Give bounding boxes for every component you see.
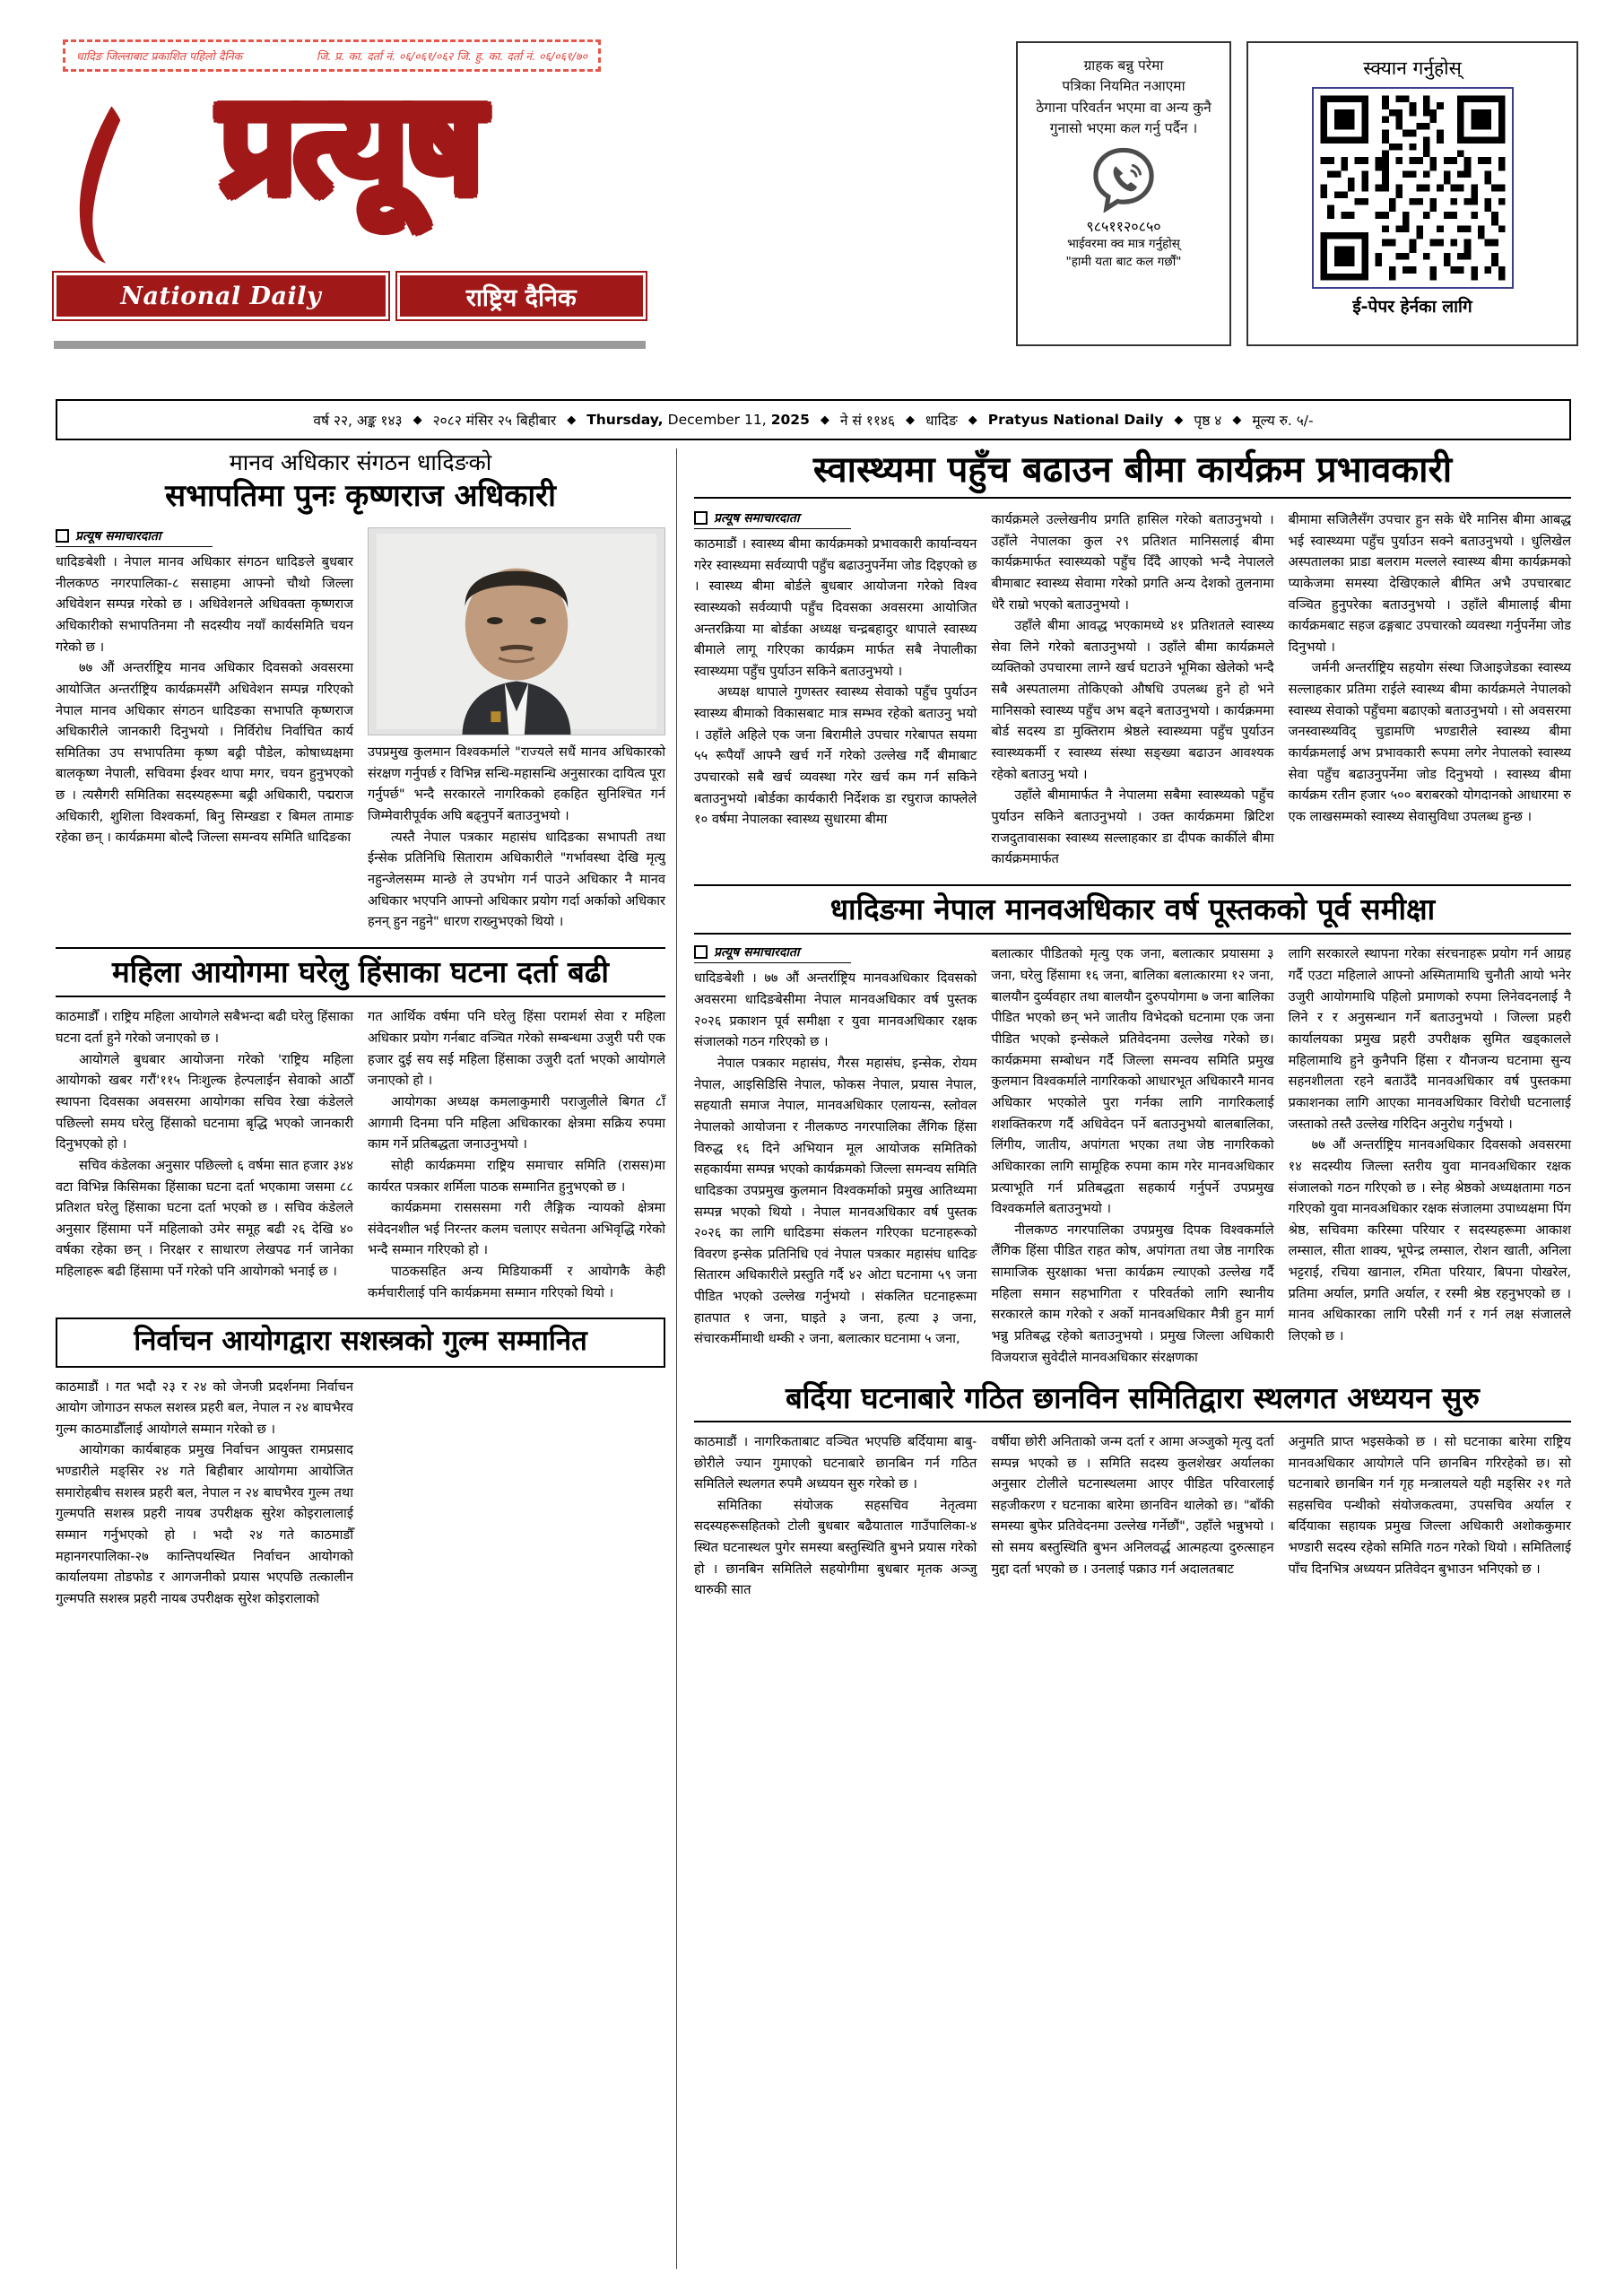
column-divider	[676, 448, 677, 2269]
diamond-sep-icon: ◆	[1232, 413, 1242, 427]
article5-col3: लागि सरकारले स्थापना गरेका संरचनाहरू प्रयोग गर्न आग्रह गर्दै एउटा महिलाले आफ्नो अस्मितामाथि चुनौती आयो भनेर उजुरी आयोगमाथि पहिलो प्रमाणको रुपमा लिनेवदनलाई नै लिने र र अनुसन्धान गर्ने बताउनुभयो । जिल्ला प्रहरी कार्यालयका प्रमुख प्रहरी उपरीक्षक सुमित खड्कालले महिलामाथि हुने कुनैपनि हिंसा र यौनजन्य घटनामा सुन्य सहनशीलता रहने बताउँदै मानवअधिकार वर्ष पुस्तकमा प्रकाशनका लागि आएका मानवअधिकार विरोधी घटनालाई जस्ताको तस्तै उल्लेख गरिदिन अनुरोध गर्नुभयो । ७७ औं अन्तर्राष्ट्रिय मानवअधिकार दिवसको अवसरमा १४ सदस्यीय जिल्ला स्तरीय युवा मानवअधिकार रक्षक संजालको गठन गरिएको छ । स्नेह श्रेष्ठको अध्यक्षतामा गठन गरिएको युवा मानवअधिकार रक्षक संजालमा उपाध्यक्षमा पिंग श्रेष्ठ, सचिवमा करिस्मा परियार र सदस्यहरूमा आकाश लम्साल, सीता शाक्य, भूपेन्द्र लम्साल, रोशन खाती, अनिला भट्टराई, रचिया खानाल, रमिता परियार, बिपना पोखरेल, प्रतिमा अर्याल, प्रगति अर्याल, र रस्मी श्रेष्ठ रहनुभएको छ । मानव अधिकारका लागि परैसी गर्न र गर्न लक्ष संजालले लिएको छ ।	[1288, 946, 1571, 1344]
qr-title: स्क्यान गर्नुहोस्	[1363, 57, 1462, 79]
english-date: December 11,	[667, 412, 767, 428]
article5-byline-text: प्रत्यूष समाचारदाता	[714, 945, 800, 961]
content-area	[56, 448, 1571, 2269]
article4-byline	[694, 509, 851, 529]
diamond-sep-icon: ◆	[820, 413, 829, 427]
viber-line-4: गुनासो भएमा कल गर्नु पर्दैन ।	[1049, 119, 1198, 136]
article4-col1: काठमाडौं । स्वास्थ्य बीमा कार्यक्रमको प्रभावकारी कार्यान्वयन गरेर स्वास्थ्यमा सर्वव्यापी पहुँच बढाउनुपर्नेमा जोड दिइएको छ । स्वास्थ्य बीमा बोर्डले बुधबार आयोजना गरेको विश्व स्वास्थ्यको सर्वव्यापी पहुँच दिवसका अवसरमा आयोजित अन्तरक्रिया मा बोर्डका अध्यक्ष चन्द्रबहादुर थापाले स्वास्थ्य बीमाले लागू गरिएका कार्यक्रम मार्फत सबै नेपालीका स्वास्थ्यमा पहुँच पुर्याउन सकिने बताउनुभयो । अध्यक्ष थापाले गुणस्तर स्वास्थ्य सेवाको पहुँच पुर्याउन स्वास्थ्य बीमाको विकासबाट मात्र सम्भव रहेको बताउनु भयो । उहाँले अहिले एक जना बिरामीले उपचार गरेबापत सयमा ५५ रूपैयाँ आफ्नै खर्च गर्ने गरेको उल्लेख गर्दै बीमाबाट उपचारको सबै खर्च व्यवस्था गरेर खर्च कम गर्न सकिने बताउनुभयो ।बोर्डका कार्यकारी निर्देशक डा रघुराज काफ्लेले १० वर्षमा नेपालका स्वास्थ्य सुधारमा बीमा	[694, 536, 977, 828]
article6-headline: बर्दिया घटनाबारे गठित छानविन समितिद्वारा स्थलगत अध्ययन सुरु	[694, 1380, 1571, 1422]
price: मूल्य रु. ५/-	[1252, 413, 1314, 429]
article4-headline: स्वास्थ्यमा पहुँच बढाउन बीमा कार्यक्रम प्रभावकारी	[694, 448, 1571, 499]
epaper-qr-box	[1246, 41, 1578, 346]
qr-caption: ई-पेपर हेर्नका लागि	[1352, 297, 1472, 317]
article3-col2	[368, 1377, 665, 1610]
volume-issue: वर्ष २२, अङ्क १४३	[313, 413, 403, 429]
masthead-nepali-tag: राष्ट्रिय दैनिक	[465, 283, 577, 312]
article4-col2: कार्यक्रमले उल्लेखनीय प्रगति हासिल गरेको बताउनुभयो । उहाँले नेपालका कुल २९ प्रतिशत मानिसलाई बीमा कार्यक्रमार्फत स्वास्थ्यको पहुँच दिँदै आएको भन्दै नेपालले बीमाबाट स्वास्थ्य सेवामा गरेको प्रगति अन्य देशको तुलनामा धेरै राम्रो भएको बताउनुभयो । उहाँले बीमा आवद्ध भएकामध्ये ४१ प्रतिशतले स्वास्थ्य सेवा लिने गरेको बताउनुभयो । उहाँले बीमा कार्यक्रमले व्यक्तिको उपचारमा लाग्ने खर्च घटाउने भूमिका खेलेको भन्दै सबै अस्पतालमा तोकिएको औषधि उपलब्ध हुने हो भने मानिसको स्वास्थ्य पहुँच अभ बढ्ने बताउनुभयो । कार्यक्रममा बोर्ड सदस्य डा मुक्तिराम श्रेष्ठले स्वास्थ्यमा पहुँच पुर्याउन स्वास्थ्यकर्मी र स्वास्थ्य संस्था सङ्ख्या बढाउन आवश्यक रहेको बताउनु भयो । उहाँले बीमामार्फत नै नेपालमा सबैमा स्वास्थ्यको पहुँच पुर्याउन सकिने बताउनुभयो । उक्त कार्यक्रममा ब्रिटिश राजदुतावासका स्वास्थ्य सल्लाहकार डा दीपक कार्कीले बीमा कार्यक्रममार्फत	[991, 512, 1274, 867]
article4-col3: बीमामा सजिलैसँग उपचार हुन सके धेरै मानिस बीमा आबद्ध भई स्वास्थ्यमा पहुँच पुर्याउन सक्ने बताउनुभयो । धुलिखेल अस्पतालका प्राडा बलराम मल्लले स्वास्थ्य बीमा कार्यक्रमको प्याकेजमा समस्या देखिएकाले बीमित अभै उपचारबाट वञ्चित हुनुपरेका बताउनुभयो । उहाँले बीमालाई बीमा कार्यक्रमबाट सहज ढङ्गबाट उपचारको व्यवस्था गर्नुपर्नेमा जोड दिनुभयो । जर्मनी अन्तर्राष्ट्रिय सहयोग संस्था जिआइजेडका स्वास्थ्य सल्लाहकार प्रतिमा राईले स्वास्थ्य बीमा कार्यक्रमले नेपालको स्वास्थ्य सेवाको पहुँचमा बढाएको बताउनुभयो । सो अवसरमा जनस्वास्थ्यविद् चुडामणि भण्डारीले स्वास्थ्य बीमा कार्यक्रमलाई अभ प्रभावकारी रूपमा लगेर नेपालको स्वास्थ्य सेवा पहुँच बढाउनुपर्नेमा जोड दिनुभयो । स्वास्थ्य बीमा कार्यक्रम रतीन हजार ५०० बराबरको योगदानको आधारमा रु एक लाखसम्मको स्वास्थ्य सेवासुविधा उपलब्ध हुन्छ ।	[1288, 512, 1571, 824]
article1-byline-text: प्रत्यूष समाचारदाता	[75, 529, 161, 544]
viber-phone-number: ९८५११२०८५०	[1086, 218, 1161, 235]
article5-col1: धादिङबेशी । ७७ औं अन्तर्राष्ट्रिय मानवअधिकार दिवसको अवसरमा धादिङबेसीमा नेपाल मानवअधिकार वर्ष पुस्तक २०२६ प्रकाशन पूर्व समीक्षा र युवा मानवअधिकार रक्षक संजालको गठन गरिएको छ । नेपाल पत्रकार महासंघ, गैरस महासंघ, इन्सेक, रोयम नेपाल, आइसिडिसि नेपाल, फोकस नेपाल, प्रयास नेपाल, सहयाती समाज नेपाल, मानवअधिकार एलायन्स, स्लोवल नेपालको आयोजना र नीलकण्ठ नगरपालिका लैंगिक हिंसा विरुद्ध १६ दिने अभियान मूल आयोजक समितिको सहकार्यमा सम्पन्न भएको कार्यक्रमको जिल्ला समन्वय समिति धादिङका उपप्रमुख कुलमान विश्वकर्माको प्रमुख आतिथ्यमा सम्पन्न भएको थियो । नेपाल मानवअधिकार वर्ष पुस्तक २०२६ का लागि धादिङमा संकलन गरिएका घटनाहरूको विवरण इन्सेक प्रतिनिधि एवं नेपाल पत्रकार महासंघ धादिङ सितारम अधिकारीले प्रस्तुति गर्दै ४२ ओटा घटनामा ५९ जना पीडित भएको उल्लेख गर्नुभयो । संकलित घटनाहरूमा हातपात १ जना, घाइते ३ जना, हत्या ३ जना, संचारकर्मीमाथी धम्की २ जना, बलात्कार घटनामा ५ जना,	[694, 970, 977, 1347]
english-year: 2025	[770, 412, 810, 428]
viber-line-3: ठेगाना परिवर्तन भएमा वा अन्य कुनै	[1036, 99, 1211, 116]
viber-note-1: भाईवरमा क्व मात्र गर्नुहोस्	[1067, 237, 1180, 251]
article-hr-yearbook-review	[694, 884, 1571, 1368]
article1-col1: धादिङबेशी । नेपाल मानव अधिकार संगठन धादिङले बुधबार नीलकण्ठ नगरपालिका-८ ससाहमा आफ्नो चौथो जिल्ला अधिवेशन सम्पन्न गरेको छ । अधिवेशनले अधिवक्ता कृष्णराज अधिकारीको सभापतिनमा नौ सदस्यीय नयाँ कार्यसमिति चयन गरेको छ । ७७ औं अन्तर्राष्ट्रिय मानव अधिकार दिवसको अवसरमा आयोजित अन्तर्राष्ट्रिय कार्यक्रमसँगै अधिवेशन सम्पन्न गरिएको नेपाल मानव अधिकार संगठन धादिङका सभापति कृष्णराज अधिकारीले जानकारी दिनुभयो । निर्विरोध निर्वाचित कार्य समितिका उप सभापतिमा कृष्ण बढ्री पौडेल, कोषाध्यक्षमा बालकृष्ण नेपाली, सचिवमा ईश्वर थापा मगर, चयन हुनुभएको छ । त्यसैगरी समितिका सदस्यहरूमा बढ्री अधिकारी, पद्मराज अधिकारी, शुशिला विश्वकर्मा, बिनु सिम्खडा र बिमल तामाङ रहेका छन् । कार्यक्रममा बोल्दै जिल्ला समन्वय समिति धादिङका	[56, 554, 353, 846]
diamond-sep-icon: ◆	[968, 413, 977, 427]
viber-note-2: "हामी यता बाट कल गर्छौं"	[1065, 254, 1182, 269]
diamond-sep-icon: ◆	[906, 413, 916, 427]
article1-photo	[368, 527, 665, 735]
masthead-grey-rule	[54, 341, 646, 349]
paper-name-english: Pratyus National Daily	[987, 412, 1164, 428]
right-section	[694, 448, 1571, 1601]
byline-square-icon	[694, 945, 708, 959]
article1-headline: सभापतिमा पुनः कृष्णराज अधिकारी	[165, 478, 556, 515]
diamond-sep-icon: ◆	[413, 413, 422, 427]
diamond-sep-icon: ◆	[567, 413, 577, 427]
masthead	[54, 65, 646, 337]
reg-right-text: जि. प्र. का. दर्ता नं. ०६/०६१/०६२ जि. हु. का. दर्ता नं. ०६/०६१/७०	[316, 48, 587, 63]
masthead-title-nepali: प्रत्यूष	[219, 65, 481, 224]
article3-col1: काठमाडौं । गत भदौ २३ र २४ को जेनजी प्रदर्शनमा निर्वाचन आयोग जोगाउन सफल सशस्त्र प्रहरी बल, नेपाल न २४ बाघभैरव गुल्म काठमाडौँलाई आयोगले सम्मान गरेको छ । आयोगका कार्यबाहक प्रमुख निर्वाचन आयुक्त रामप्रसाद भण्डारीले मङ्सिर २४ गते बिहीबार आयोगमा आयोजित समारोहबीच सशस्त्र प्रहरी बल, नेपाल न २४ बाघभैरव गुल्म तथा गुल्मपति सशस्त्र प्रहरी नायब उपरीक्षक सुरेश कोइरालालाई सम्मान गर्नुभएको हो । भदौ २४ गते काठमाडौँ महानगरपालिका-२७ कान्तिपथस्थित निर्वाचन आयोगको कार्यालयमा तोडफोड र आगजनीको प्रयास भएपछि तत्कालीन गुल्मपति सशस्त्र प्रहरी नायब उपरीक्षक सुरेश कोइरालाको	[56, 1378, 353, 1606]
article4-byline-text: प्रत्यूष समाचारदाता	[714, 511, 800, 526]
diamond-sep-icon: ◆	[1174, 413, 1184, 427]
subscriber-contact-box	[1016, 41, 1231, 346]
article5-byline	[694, 944, 851, 963]
place-name: धादिङ	[925, 413, 958, 429]
byline-square-icon	[694, 511, 708, 525]
article-women-commission	[56, 947, 665, 1304]
byline-square-icon	[56, 529, 69, 543]
article5-headline: धादिङमा नेपाल मानवअधिकार वर्ष पूस्तकको पूर्व समीक्षा	[694, 884, 1571, 935]
article1-col2: उपप्रमुख कुलमान विश्वकर्माले "राज्यले सधैं मानव अधिकारको संरक्षण गर्नुपर्छ र विभिन्न सन्धि-महासन्धि अनुसारका दायित्व पूरा गर्नुपर्छ" भन्दै सरकारले नागरिकको हकहित सुनिश्चित गर्न जिम्मेवारीपूर्वक अघि बढ्नुपर्ने बताउनुभयो । त्यस्तै नेपाल पत्रकार महासंघ धादिङका सभापती तथा ईन्सेक प्रतिनिधि सिताराम अधिकारीले "गर्भावस्था देखि मृत्यु नहुन्जेलसम्म मान्छे ले उपभोग गर्न पाउने अधिकार नै मानव अधिकार भएपनि आफ्नो अधिकार प्रयोग गर्दा अर्काको अधिकार हनन् हुन नहुने" धारण राख्नुभएको थियो ।	[368, 744, 665, 930]
article2-col2: गत आर्थिक वर्षमा पनि घरेलु हिंसा परामर्श सेवा र महिला अधिकार प्रयोग गर्नबाट वञ्चित गरेको सम्बन्धमा उजुरी परी एक हजार दुई सय सई महिला हिंसाका उजुरी दर्ता भएको आयोगले जनाएको हो । आयोगका अध्यक्ष कमलाकुमारी पराजुलीले बिगत ८ाँ आगामी दिनमा पनि महिला अधिकारका क्षेत्रमा सक्रिय रुपमा काम गर्ने प्रतिबद्धता जनाउनुभयो । सोही कार्यक्रममा राष्ट्रिय समाचार समिति (रासस)मा कार्यरत पत्रकार शर्मिला पाठक सम्मानित हुनुभएको छ । कार्यक्रममा रासससमा गरी लैङ्गिक न्यायको क्षेत्रमा संवेदनशील भई निरन्तर कलम चलाएर सचेतना अभिवृद्धि गरेको भन्दै सम्मान गरिएको हो । पाठकसहित अन्य मिडियाकर्मी र आयोगकै केही कर्मचारीलाई पनि कार्यक्रममा सम्मान गरिएको थियो ।	[368, 1009, 665, 1300]
article6-col3: अनुमति प्राप्त भइसकेको छ । सो घटनाका बारेमा राष्ट्रिय मानवअधिकार आयोगले पनि छानबिन गरिरहेको छ। सो घटनाबारे छानबिन गर्न गृह मन्त्रालयले यही मङ्सिर २१ गते सहसचिव पन्थीको संयोजकत्वमा, उपसचिव अर्याल र बर्दियाका सहायक प्रमुख जिल्ला अधिकारी अशोककुमार भण्डारी सदस्य रहेको समिति गठन गरेको थियो । समितिलाई पाँच दिनभित्र अध्ययन प्रतिवेदन बुभाउन भनिएको छ ।	[1288, 1433, 1571, 1577]
article-election-commission-honor	[56, 1318, 665, 1609]
article-bardiya-probe-committee	[694, 1380, 1571, 1601]
article6-col2: वर्षीया छोरी अनिताको जन्म दर्ता र आमा अञ्जुको मृत्यु दर्ता सम्पन्न भएको छ । समिति सदस्य कुलशेखर अर्यालका अनुसार टोलीले घटनास्थलमा आएर पीडित परिवारलाई सहजीकरण र घटनाका बारेमा छानविन थालेको छ। "बाँकी समस्या बुफेर प्रतिवेदनमा उल्लेख गर्नेछौं", उहाँले भन्नुभयो । सो समय बस्तुस्थिति बुभन अनिलवर्द्ध आत्महत्या दुरुत्साहन मुद्दा दर्ता भएको छ । उनलाई पक्राउ गर्न अदालतबाट	[991, 1433, 1274, 1577]
article3-headline: निर्वाचन आयोगद्वारा सशस्त्रको गुल्म सम्मानित	[56, 1318, 665, 1367]
nepali-date: २०८२ मंसिर २५ बिहीबार	[432, 413, 557, 429]
article2-headline: महिला आयोगमा घरेलु हिंसाका घटना दर्ता बढी	[56, 947, 665, 998]
article-health-insurance	[694, 448, 1571, 870]
masthead-nepali-tag-bar	[397, 273, 646, 319]
left-section	[56, 448, 665, 1610]
article2-col1: काठमाडौँ । राष्ट्रिय महिला आयोगले सबैभन्दा बढी घरेलु हिंसाका घटना दर्ता हुने गरेको जनाएको छ । आयोगले बुधबार आयोजना गरेको 'राष्ट्रिय महिला आयोगको खबर गरौं'११५ निःशुल्क हेल्पलाईन सेवाको आठौँ स्थापना दिवसका अवसरमा आयोगका सचिव रेखा कंडेलले पछिल्लो समय घरेलु हिंसाको घटनामा बृद्धि भएको जानकारी दिनुभएको हो । सचिव कंडेलका अनुसार पछिल्लो ६ वर्षमा सात हजार ३४४ वटा विभिन्न किसिमका हिंसाका घटना दर्ता भएकामा जसमा ८८ प्रतिशत घरेलु हिंसाका घटना दर्ता भएको छ । सचिव कंडेलले अनुसार हिंसामा पर्ने महिलाको उमेर समूह बढी २६ देखि ४० वर्षका रहेका छन् । निरक्षर र साधारण लेखपढ गर्न जानेका महिलाहरू बढी हिंसामा पर्ने गरेको पनि आयोगको भनाई छ ।	[56, 1009, 353, 1280]
reg-left-text: धादिङ जिल्लाबाट प्रकाशित पहिलो दैनिक	[76, 48, 243, 63]
page-count: पृष्ठ ४	[1194, 413, 1222, 429]
viber-line-2: पत्रिका नियमित नआएमा	[1062, 78, 1185, 95]
viber-phone-icon	[1090, 146, 1157, 213]
masthead-logo	[54, 65, 646, 283]
flame-icon	[70, 100, 127, 267]
nepal-sambat: ने सं ११४६	[839, 413, 896, 429]
masthead-english-tag-bar	[54, 273, 388, 319]
article5-col2: बलात्कार पीडितको मृत्यु एक जना, बलात्कार प्रयासमा ३ जना, घरेलु हिंसामा १६ जना, बालिका बलात्कारमा १२ जना, बालयौन दुर्व्यवहार तथा बालयौन दुरुपयोगमा ७ जना बालिका पीडित भएको छन् भने जातीय विभेदको घटनामा एक जना पीडित भएको इन्सेकले प्रतिवेदनमा उल्लेख गरेको छ। कार्यक्रममा सम्बोधन गर्दै जिल्ला समन्वय समिति प्रमुख कुलमान विश्वकर्माले नागरिकको आधारभूत अधिकारनै मानव अधिकार भएकोले पुरा गर्नका लागि नागरिकलाई शशक्तिकरण गर्दै अधिवेदन पर्ने बताउनुभयो बालबालिका, लिंगीय, जातीय, अपांगता भएका तथा जेष्ठ नागरिकको अधिकारका लागि सामूहिक रुपमा काम गरेर मानवअधिकार प्रत्याभूति गर्न प्रतिबद्धता सहकार्य गर्नुपर्ने उपप्रमुख विश्वकर्माले बताउनुभयो । नीलकण्ठ नगरपालिका उपप्रमुख दिपक विश्वकर्माले लैंगिक हिंसा पीडित राहत कोष, अपांगता तथा जेष्ठ नागरिक सामाजिक सुरक्षाका भत्ता कार्यक्रम ल्याएको उल्लेख गर्दै महिला समान सहभागिता र परिवर्तको लागि स्थानीय सरकारले काम गरेको र अर्को मानवअधिकार मैत्री हुन मार्ग भन्नु प्रतिबद्ध रहेको बताउनुभयो । प्रमुख जिल्ला अधिकारी विजयराज सुवेदीले मानवअधिकार संरक्षणका	[991, 946, 1274, 1365]
viber-line-1: ग्राहक बन्नु परेमा	[1083, 57, 1164, 74]
masthead-subtitle-bars	[54, 273, 646, 319]
dateline-bar	[56, 399, 1571, 440]
masthead-english-tag: National Daily	[120, 282, 322, 310]
article-human-rights-chairman	[56, 448, 665, 933]
article1-byline	[56, 527, 213, 547]
qr-code-icon[interactable]	[1312, 87, 1514, 289]
article6-col1: काठमाडौं । नागरिकताबाट वञ्चित भएपछि बर्दियामा बाबु-छोरीले ज्यान गुमाएको घटनाबारे छानबिन गर्न गठित समितिले स्थलगत रुपमै अध्ययन सुरु गरेको छ । समितिका संयोजक सहसचिव नेतृत्वमा सदस्यहरूसहितको टोली बुधबार बढैयाताल गाउँपालिका-४ स्थित घटनास्थल पुगेर समस्या बस्तुस्थिति बुभने प्रयास गरेको हो । छानबिन समितिले सहयोगीमा बुधबार मृतक अञ्जु थारुकी सात	[694, 1433, 977, 1598]
english-day: Thursday,	[586, 412, 664, 428]
article1-kicker: मानव अधिकार संगठन धादिङको	[229, 449, 492, 475]
